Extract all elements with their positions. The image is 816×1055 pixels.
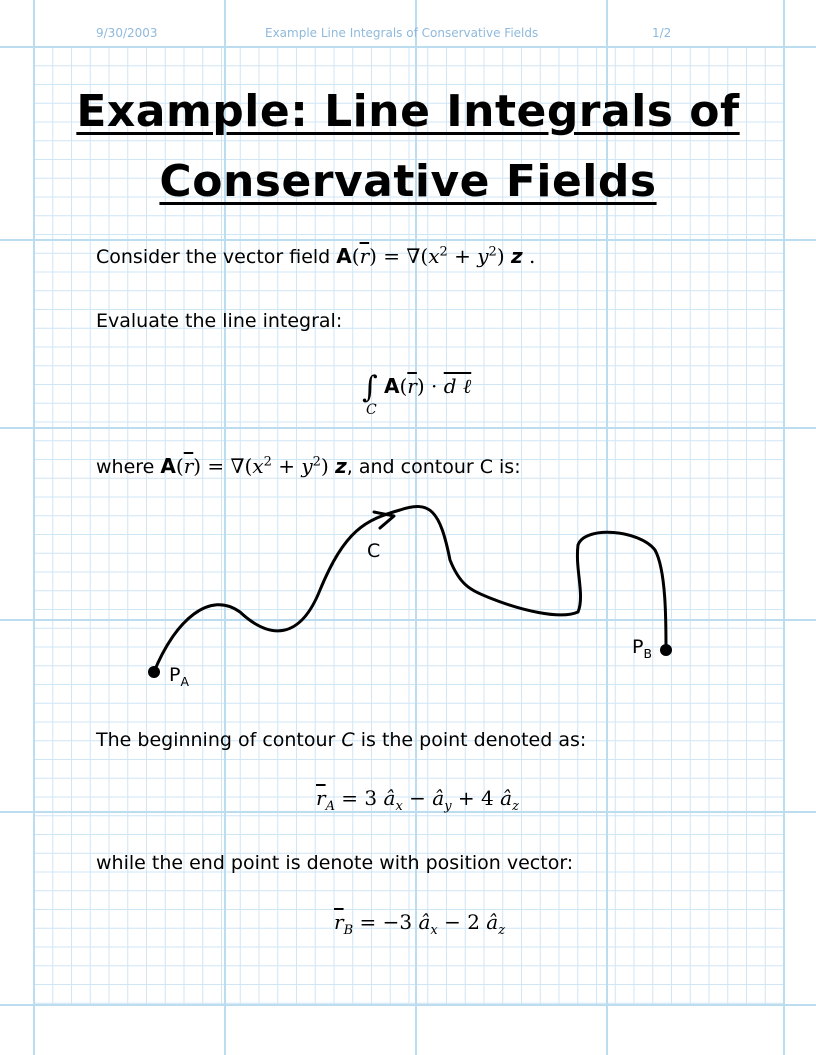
- consider-text: Consider the vector field: [96, 246, 331, 268]
- field-equation-repeat: $A(\overline{r}) = \nabla(x^2 + y^2)$ z: [160, 454, 347, 478]
- curve-label-c: C: [367, 540, 381, 562]
- rb-equation: $\overline{r}_B = -3$ $â_x - 2$ $â_z$: [334, 910, 506, 938]
- integral-limit-c: C: [366, 402, 377, 418]
- end-point-sentence: while the end point is denote with position vector:: [96, 852, 574, 874]
- header-doc-title: Example Line Integrals of Conservative Fields: [265, 26, 539, 40]
- ra-equation: $\overline{r}_A = 3$ $â_x$ − $â_y + 4$ $â_z$: [316, 786, 519, 814]
- direction-arrow-icon: [374, 512, 394, 528]
- line-integral-equation: ∫ $A(\overline{r}) \cdot d$ ℓ: [362, 370, 472, 405]
- contour-text: , and contour C is:: [346, 456, 521, 478]
- page-title-line2: Conservative Fields: [159, 156, 657, 207]
- contour-curve: [154, 507, 666, 672]
- evaluate-text: Evaluate the line integral:: [96, 310, 343, 332]
- header-date: 9/30/2003: [96, 26, 158, 40]
- end-point-label: $P_B$: [632, 636, 652, 661]
- start-point-dot: [148, 666, 160, 678]
- where-text: where: [96, 456, 155, 478]
- end-point-dot: [660, 644, 672, 656]
- field-equation: $A(\overline{r}) = \nabla(x^2 + y^2)$ z .: [336, 244, 536, 268]
- header-page-number: 1/2: [652, 26, 672, 40]
- start-point-label: $P_A$: [169, 664, 189, 689]
- integral-sign: ∫: [362, 370, 378, 405]
- page-title-line1: Example: Line Integrals of: [76, 86, 740, 137]
- beginning-sentence: The beginning of contour C is the point denoted as:: [96, 729, 587, 751]
